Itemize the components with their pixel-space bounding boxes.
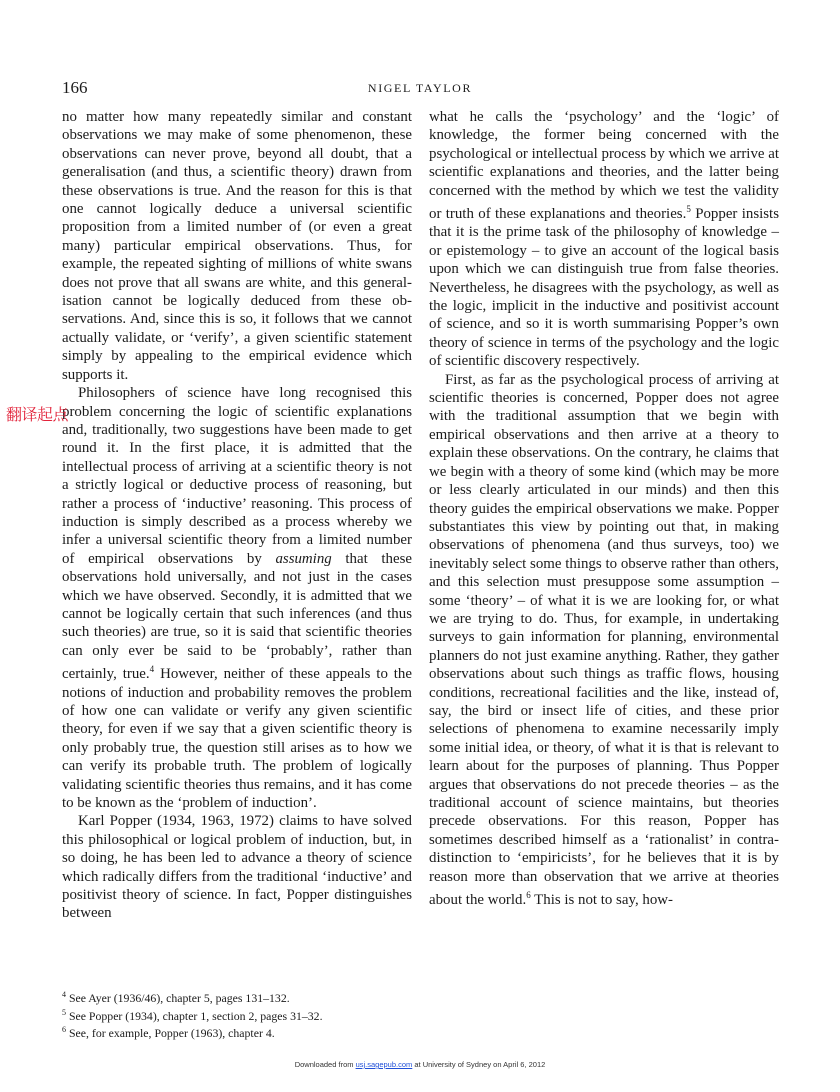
paragraph: First, as far as the psychological process of arriving at scientific theories is concerned, Popper does not agree with the traditional assumption that we begin with empirical observations and then arrive at a theory to explain these observations. On the contrary, he claims that we begin with a theory of some kind (which may be more or less clearly articulated in our minds) and then this theory guides the empirical observations we make. Popper substantiates this view by pointing out that, in making observations of phenomena (and thus surveys, too) we inevitably select some things to observe rather than others, and this selection must presuppose some assumption – some ‘theory’ – of what it is we are looking for, or what we are trying to do. Thus, for example, in undertaking surveys to gain information for planning, environmental planners do not just examine anything. Rather, they gather observations about such things as traffic flows, housing conditions, recreational facilities and the like, instead of, say, the bird or insect life of cities, and these prior selections of phenomena to examine necessarily imply some initial idea, or theory, of what it is that is relevant to learn about for the purposes of planning. Thus Popper argues that observations do not precede theories – as the traditional account of science maintains, but theories precede observations. For this reason, Popper has sometimes described himself as a ‘rationalist’ in contradistinction to ‘empiricists’, for he believes that it is by reason more than observation that we arrive at theories about the world.$^6$ This is not to say, how-: [429, 371, 779, 908]
download-footer: Downloaded from usj.sagepub.com at University of Sydney on April 6, 2012: [294, 1060, 546, 1069]
footnote-ref[interactable]: 5: [686, 204, 691, 215]
footnote-ref[interactable]: 6: [526, 890, 531, 901]
footnote: $^6$ See, for example, Popper (1963), chapter 4.: [62, 1025, 275, 1040]
right-column: [429, 108, 779, 909]
footnote: $^5$ See Popper (1934), chapter 1, section 2, pages 31–32.: [62, 1007, 323, 1023]
paragraph: what he calls the ‘psychology’ and the ‘logic’ of knowledge, the former being concerned with the psychological or intellectual process by which we arrive at scientific explanations and theories, and the latter being concerned with the method by which we test the validity or truth of these explanations and theories.$^5$ Popper insists that it is the prime task of the philosophy of knowledge – or epistemology – to give an account of the logical basis upon which we can distinguish true from false theories. Nevertheless, he disagrees with the psychology, as well as the logic, implicit in the inductive and positivist account of science, and so it is worth summarising Popper’s own theory of science in terms of the psychology and the logic of scientific discovery respectively.: [429, 109, 779, 370]
footnotes: [62, 988, 762, 1041]
footnote: $^4$ See Ayer (1936/46), chapter 5, pages 131–132.: [62, 990, 290, 1005]
running-head: NIGEL TAYLOR: [367, 81, 473, 95]
source-link[interactable]: usj.sagepub.com: [355, 1060, 413, 1069]
footnote-ref[interactable]: 4: [149, 664, 155, 675]
emphasis: assuming: [275, 550, 332, 567]
page-header: [62, 78, 778, 100]
translation-start-annotation: 翻译起点: [6, 405, 69, 424]
paragraph: Philosophers of science have long recognised this problem concerning the logic of scientific explanations and, traditionally, two suggestions have been made to get round it. In the first place, it is admitted that the intellectual process of arriving at a scientific theory is not a strictly logical or deductive process of reasoning, but rather a process of ‘inductive’ reasoning. This process of induction is simply described as a process whereby we infer a universal scientific theory from a limited number of empirical observations by assuming that these observations hold universally, and not just in the cases which we have observed. Secondly, it is admitted that we cannot be logically certain that such inferences (and thus such theories) are true, so it is said that scientific theories can only ever be said to be ‘probably’, rather than certainly, true.$^4$ However, neither of these appeals to the notions of induction and probability removes the problem of how one can validate or verify any given scientific theory, for even if we say that a given scientific theory is only probably true, the question still arises as to how we can verify its probable truth. The problem of logically validating scientific theories thus remains, and it has come to be known as the ‘problem of induction’.: [62, 385, 412, 811]
page-number: 166: [62, 78, 88, 97]
paragraph: no matter how many repeatedly similar and constant observations we may make of some phenomenon, these observations can never prove, beyond all doubt, that a generalisation (and thus, a scientific theory) drawn from these observations is true. And the reason for this is that one cannot logically deduce a universal scientific proposition from a limited number of (or even a great many) particular empirical observations. Thus, for example, the repeated sighting of millions of white swans does not prove that all swans are white, and this generalisation cannot be logically deduced from these observations. And, since this is so, it follows that we cannot actually validate, or ‘verify’, a given scientific statement simply by appealing to the empirical evidence which supports it.: [62, 109, 412, 383]
left-column: [62, 108, 412, 923]
paragraph: Karl Popper (1934, 1963, 1972) claims to have solved this philosophical or logical problem of induction, but, in so doing, he has been led to advance a theory of science which radically differs from the traditional ‘inductive’ and positivist theory of science. In fact, Popper distinguishes between: [62, 813, 412, 922]
